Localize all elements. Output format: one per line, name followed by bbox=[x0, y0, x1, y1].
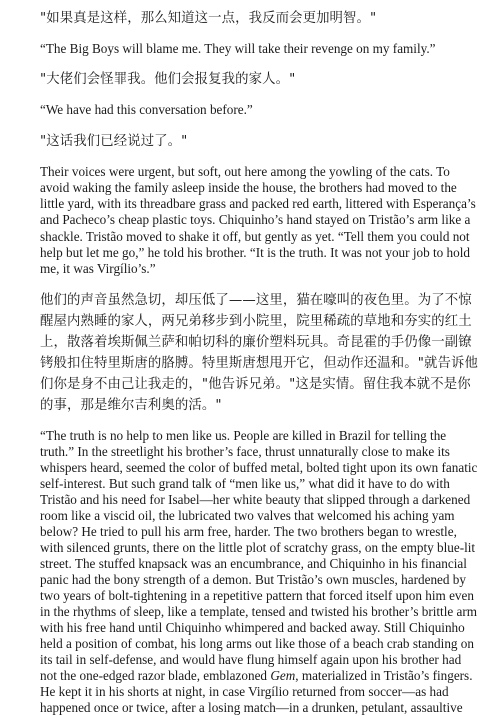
paragraph-zh-2: "大佬们会怪罪我。他们会报复我的家人。" bbox=[40, 72, 296, 88]
paragraph-en-2: “We have had this conversation before.” bbox=[40, 102, 253, 118]
paragraph-zh-3: "这话我们已经说过了。" bbox=[40, 133, 188, 149]
paragraph-en-4-text: “The truth is no help to men like us. People are killed in Brazil for telling the truth.” In the streetlight his brother’s face, thrust unnaturally close to make its whispers heard, seemed the color of buffed metal, bolted tight upon its own fanatic self-interest. But such grand talk of “men like us,” what did it have to do with Tristão and his need for Isabel—her white beauty that slipped through a darkened room like a viscid oil, the lubricated two valves that welcomed his aching yam below? He tried to pull his arm free, harder. The two brothers began to wrestle, with silenced grunts, there on the little plot of scratchy grass, on the empty blue-lit street. The stuffed knapsack was an encumbrance, and Chiquinho in his financial panic had the bony strength of a demon. But Tristão’s own muscles, hardened by two years of bolt-tightening in a repetitive pattern that forced itself upon him even in the rhythms of sleep, like a template, tensed and twisted his brother’s brittle arm with his free hand until Chiquinho whimpered and backed away. Still Chiquinho held a position of combat, his long arms out like those of a beach crab standing on its tail in self-defense, and would have flung himself again upon his brother had not the one-edged razor blade, emblazoned bbox=[40, 427, 478, 683]
italic-word: Gem bbox=[270, 667, 296, 683]
paragraph-zh-4: 他们的声音虽然急切，却压低了——这里，猫在嚎叫的夜色里。为了不惊醒屋内熟睡的家人，两兄弟移步到小院里，院里稀疏的草地和夯实的红土上，散落着埃斯佩兰萨和帕切科的廉价塑料玩具。奇昆霍的手仍像一副镣铐般扣住特里斯唐的胳膊。特里斯唐想甩开它，但动作还温和。"就告诉他们你是身不由己让我走的，"他告诉兄弟。"这是实情。留住我本就不是你的事，那是维尔吉利奥的活。" bbox=[40, 292, 478, 413]
paragraph-en-1: “The Big Boys will blame me. They will take their revenge on my family.” bbox=[40, 41, 436, 56]
paragraph-en-4-tail: , materialized in Tristão’s fingers. He kept it in his shorts at night, in case Virgílio returned from soccer—as had happened once or twice, after a losing match—in a drunken, petulant, assaultive bbox=[40, 667, 473, 715]
paragraph-zh-1: "如果真是这样，那么知道这一点，我反而会更加明智。" bbox=[40, 11, 377, 26]
paragraph-en-3: Their voices were urgent, but soft, out here among the yowling of the cats. To avoid waking the family asleep inside the house, the brothers had moved to the little yard, with its threadbare grass and packed red earth, littered with Esperança’s and Pacheco’s cheap plastic toys. Chiquinho’s hand stayed on Tristão’s arm like a shackle. Tristão moved to shake it off, but gently as yet. “Tell them you could not help but let me go,” he told his brother. “It is the truth. It was not your job to hold me, it was Virgílio’s.” bbox=[40, 163, 476, 277]
paragraph-en-4 bbox=[40, 428, 478, 716]
